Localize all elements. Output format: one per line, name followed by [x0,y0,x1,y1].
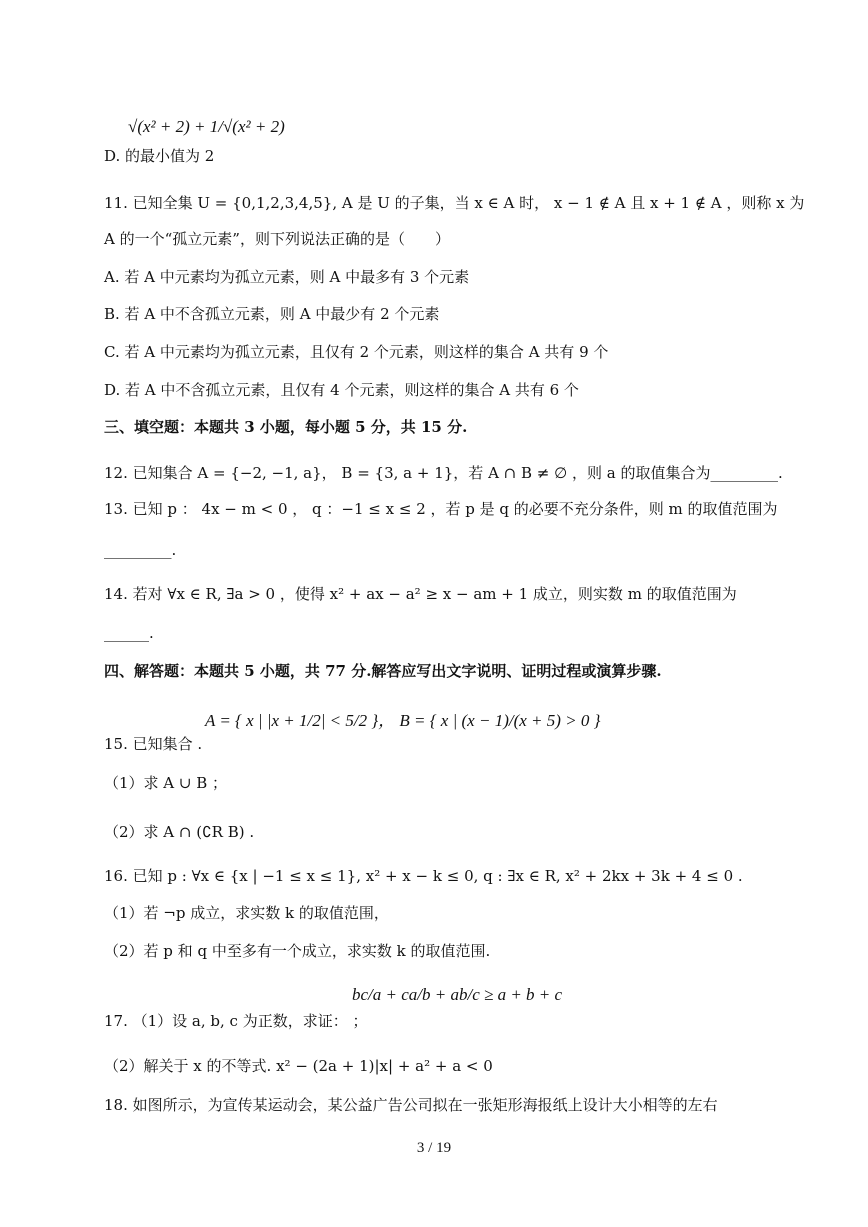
q16-part1: （1）若 ¬p 成立，求实数 k 的取值范围， [104,904,389,922]
q11-option-b: B. 若 A 中不含孤立元素，则 A 中最少有 2 个元素 [104,305,440,323]
q14-line2: ______. [104,624,154,642]
q13-line2: _________. [104,541,177,559]
q11-option-a: A. 若 A 中元素均为孤立元素，则 A 中最多有 3 个元素 [104,268,470,286]
line-d: D. 的最小值为 2 [104,147,215,165]
q18-line1: 18. 如图所示，为宣传某运动会，某公益广告公司拟在一张矩形海报纸上设计大小相等的左右 [104,1096,718,1114]
q15-line: 15. 已知集合 . [104,735,203,753]
q15-part1: （1）求 A ∪ B ； [104,774,228,792]
q17-math: bc/a + ca/b + ab/c ≥ a + b + c [352,985,563,1004]
q16-part2: （2）若 p 和 q 中至多有一个成立，求实数 k 的取值范围. [104,942,491,960]
line-d-math: √(x² + 2) + 1/√(x² + 2) [128,117,285,136]
q17-part1: 17. （1）设 a, b, c 为正数，求证： ； [104,1012,368,1030]
q15-part2: （2）求 A ∩ (∁R B) . [104,823,255,841]
q11-option-c: C. 若 A 中元素均为孤立元素，且仅有 2 个元素，则这样的集合 A 共有 9 个 [104,343,609,361]
q13-line1: 13. 已知 p ： 4x − m < 0 ， q ：−1 ≤ x ≤ 2 ，若 p 是 q 的必要不充分条件，则 m 的取值范围为 [104,500,778,518]
q17-part2: （2）解关于 x 的不等式. x² − (2a + 1)|x| + a² + a < 0 [104,1057,493,1075]
q14-line1: 14. 若对 ∀x ∈ R, ∃a > 0 ，使得 x² + ax − a² ≥ x − am + 1 成立，则实数 m 的取值范围为 [104,585,737,603]
q16: 16. 已知 p : ∀x ∈ {x | −1 ≤ x ≤ 1}, x² + x − k ≤ 0, q : ∃x ∈ R, x² + 2kx + 3k + 4 ≤ 0 . [104,867,743,885]
section-4-heading: 四、解答题：本题共 5 小题，共 77 分.解答应写出文字说明、证明过程或演算步骤. [104,662,662,680]
q12: 12. 已知集合 A = {−2, −1, a}， B = {3, a + 1}，若 A ∩ B ≠ ∅ ，则 a 的取值集合为_________. [104,464,783,482]
q15-math: A = { x | |x + 1/2| < 5/2 }， B = { x | (x − 1)/(x + 5) > 0 } [205,711,601,730]
page-number: 3 / 19 [416,1140,452,1156]
q11-option-d: D. 若 A 中不含孤立元素，且仅有 4 个元素，则这样的集合 A 共有 6 个 [104,381,579,399]
section-3-heading: 三、填空题：本题共 3 小题，每小题 5 分，共 15 分. [104,418,468,436]
q11-line2: A 的一个“孤立元素”，则下列说法正确的是（ ） [104,230,450,248]
q11-line1: 11. 已知全集 U = {0,1,2,3,4,5}, A 是 U 的子集，当 x ∈ A 时， x − 1 ∉ A 且 x + 1 ∉ A ，则称 x 为 [104,194,805,212]
